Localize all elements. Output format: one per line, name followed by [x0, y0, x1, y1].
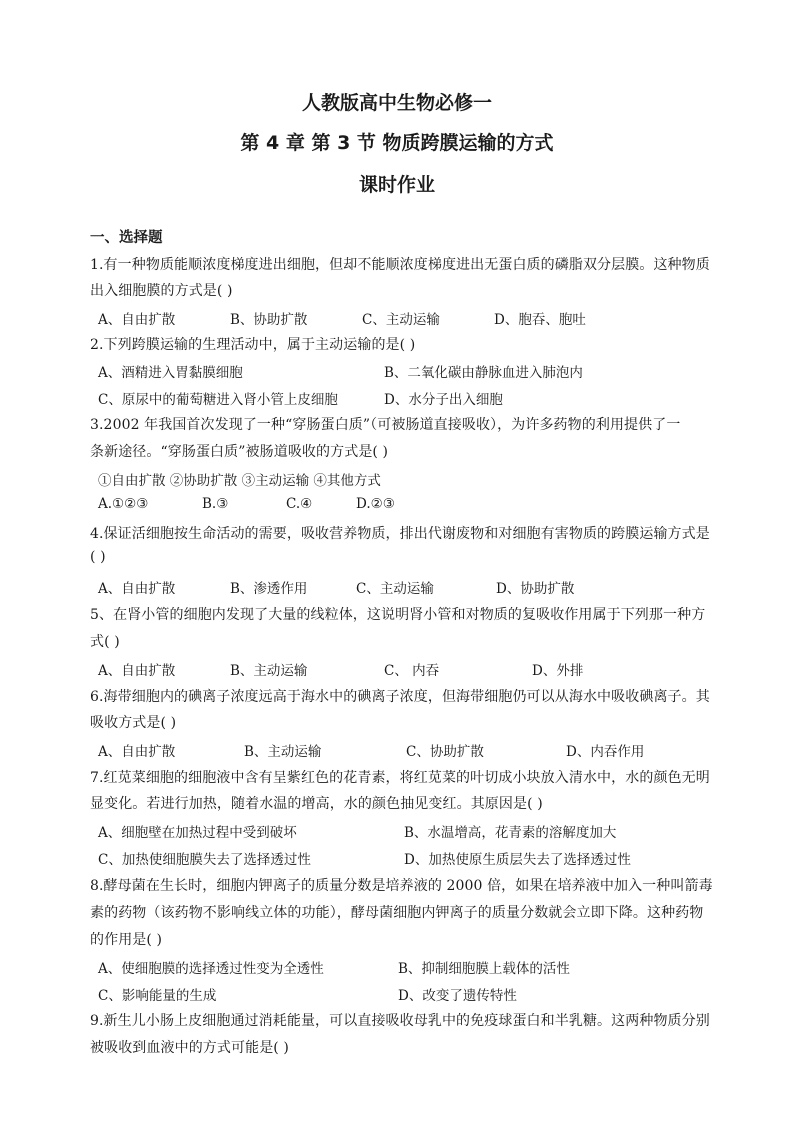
question-3-line-1: 3.2002 年我国首次发现了一种“穿肠蛋白质”（可被肠道直接吸收），为许多药物的利用提供了一 — [90, 417, 681, 433]
question-8-options-row-2 — [98, 984, 718, 1004]
question-5-line-1: 5、在肾小管的细胞内发现了大量的线粒体，这说明肾小管和对物质的复吸收作用属于下列那一种方 — [90, 607, 706, 623]
option-d: D、水分子出入细胞 — [384, 392, 503, 408]
question-9-line-2: 被吸收到血液中的方式可能是( ) — [90, 1040, 289, 1056]
option-c: C、 内吞 — [384, 663, 440, 679]
question-3-options — [98, 496, 718, 516]
question-3-line-2: 条新途径。“穿肠蛋白质”被肠道吸收的方式是( ) — [90, 444, 389, 460]
option-c: C、协助扩散 — [406, 744, 484, 760]
question-2-line-1: 2.下列跨膜运输的生理活动中，属于主动运输的是( ) — [90, 337, 416, 353]
option-d: D、加热使原生质层失去了选择透过性 — [404, 852, 631, 868]
option-b: B、水温增高，花青素的溶解度加大 — [404, 825, 617, 841]
option-a: A、自由扩散 — [98, 312, 176, 328]
page-title: 人教版高中生物必修一 — [301, 92, 492, 114]
option-b: B、抑制细胞膜上载体的活性 — [398, 961, 570, 977]
option-c: C、主动运输 — [362, 312, 440, 328]
question-4-line-2: ( ) — [90, 549, 106, 565]
option-b: B、二氧化碳由静脉血进入肺泡内 — [384, 365, 583, 381]
question-4-line-1: 4.保证活细胞按生命活动的需要，吸收营养物质，排出代谢废物和对细胞有害物质的跨膜运输方式是 — [90, 526, 710, 542]
section-heading: 一、选择题 — [90, 230, 163, 246]
homework-title: 课时作业 — [358, 174, 435, 196]
option-a: A、使细胞膜的选择透过性变为全透性 — [98, 961, 324, 977]
option-a: A、自由扩散 — [98, 744, 176, 760]
option-a: A、自由扩散 — [98, 663, 176, 679]
question-9-line-1: 9.新生儿小肠上皮细胞通过消耗能量，可以直接吸收母乳中的免疫球蛋白和半乳糖。这两种物质分别 — [90, 1013, 710, 1029]
option-c: C、原尿中的葡萄糖进入肾小管上皮细胞 — [98, 392, 338, 408]
chapter-title: 第 4 章 第 3 节 物质跨膜运输的方式 — [240, 132, 554, 154]
option-a: A、自由扩散 — [98, 581, 176, 597]
question-8-line-1: 8.酵母菌在生长时，细胞内钾离子的质量分数是培养液的 2000 倍，如果在培养液中加入一种叫箭毒 — [90, 878, 713, 894]
question-3-choices — [98, 469, 718, 489]
option-b: B、协助扩散 — [230, 312, 308, 328]
question-6-line-2: 吸收方式是( ) — [90, 715, 177, 731]
question-5-line-2: 式( ) — [90, 634, 120, 650]
question-7-line-1: 7.红苋菜细胞的细胞液中含有呈紫红色的花青素，将红苋菜的叶切成小块放入清水中，水的颜色无明 — [90, 770, 710, 786]
option-b: B、主动运输 — [244, 744, 322, 760]
option-d: D、胞吞、胞吐 — [494, 312, 586, 328]
question-5-options — [98, 659, 718, 679]
option-d: D、改变了遗传特性 — [398, 988, 517, 1004]
question-7-options-row-1 — [98, 821, 718, 841]
option-d: D、内吞作用 — [566, 744, 645, 760]
question-8-line-2: 素的药物（该药物不影响线立体的功能），酵母菌细胞内钾离子的质量分数就会立即下降。这种药物 — [90, 905, 704, 921]
option-b: B、渗透作用 — [230, 581, 308, 597]
option-c: C.④ — [286, 496, 313, 512]
option-d: D、外排 — [532, 663, 584, 679]
option-d: D、协助扩散 — [496, 581, 575, 597]
question-1-line-1: 1.有一种物质能顺浓度梯度进出细胞，但却不能顺浓度梯度进出无蛋白质的磷脂双分层膜。这种物质 — [90, 257, 710, 273]
question-8-line-3: 的作用是( ) — [90, 932, 163, 948]
option-a: A.①②③ — [98, 496, 149, 512]
choice-list: ①自由扩散 ②协助扩散 ③主动运输 ④其他方式 — [98, 473, 381, 489]
option-b: B.③ — [202, 496, 229, 512]
option-c: C、主动运输 — [356, 581, 434, 597]
option-b: B、主动运输 — [230, 663, 308, 679]
option-c: C、加热使细胞膜失去了选择透过性 — [98, 852, 311, 868]
question-2-options-row-2 — [98, 388, 718, 408]
question-1-line-2: 出入细胞膜的方式是( ) — [90, 283, 233, 299]
question-7-options-row-2 — [98, 848, 718, 868]
option-c: C、影响能量的生成 — [98, 988, 217, 1004]
question-4-options — [98, 577, 718, 597]
option-a: A、细胞壁在加热过程中受到破坏 — [98, 825, 297, 841]
question-6-options — [98, 740, 718, 760]
question-2-options-row-1 — [98, 361, 718, 381]
question-7-line-2: 显变化。若进行加热，随着水温的增高，水的颜色抽见变红。其原因是( ) — [90, 796, 543, 812]
question-8-options-row-1 — [98, 957, 718, 977]
question-1-options — [98, 308, 718, 328]
option-a: A、酒精进入胃黏膜细胞 — [98, 365, 243, 381]
option-d: D.②③ — [356, 496, 395, 512]
question-6-line-1: 6.海带细胞内的碘离子浓度远高于海水中的碘离子浓度，但海带细胞仍可以从海水中吸收碘离子。其 — [90, 689, 710, 705]
